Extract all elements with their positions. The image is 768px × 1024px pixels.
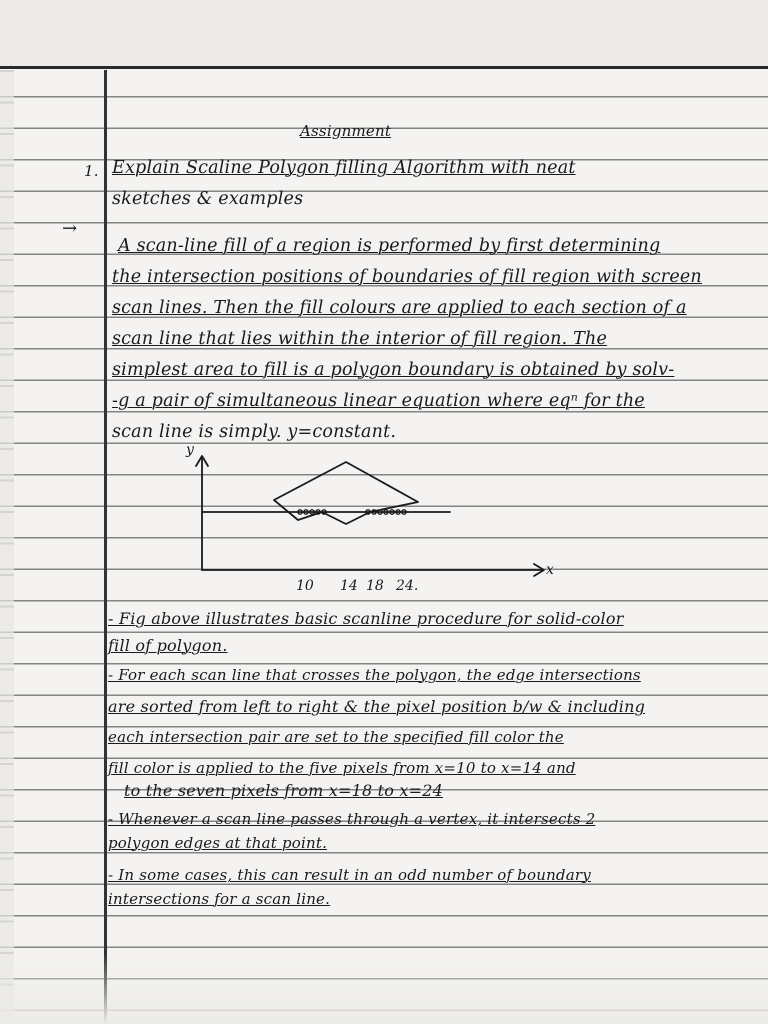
note-line-3: - For each scan line that crosses the polygon, the edge intersections (108, 666, 641, 684)
page-bottom-shadow (0, 954, 768, 1024)
note-line-8: - Whenever a scan line passes through a vertex, it intersects 2 (108, 810, 596, 828)
tick-label-18: 18 (366, 578, 384, 594)
note-line-2: fill of polygon. (108, 636, 228, 655)
top-rule-line (0, 66, 768, 69)
note-line-5: each intersection pair are set to the specified fill color the (108, 728, 564, 746)
scanline-figure (150, 440, 580, 600)
page-title: Assignment (300, 122, 392, 140)
paragraph-line-3: scan lines. Then the fill colours are applied to each section of a (112, 298, 687, 318)
tick-label-14: 14 (340, 578, 358, 594)
note-line-4: are sorted from left to right & the pixel position b/w & including (108, 697, 646, 716)
paragraph-line-6: -g a pair of simultaneous linear equation where eqⁿ for the (112, 391, 645, 411)
paragraph-line-5: simplest area to fill is a polygon boundary is obtained by solv- (112, 360, 675, 380)
note-line-10: - In some cases, this can result in an odd number of boundary (108, 866, 591, 884)
note-line-1: - Fig above illustrates basic scanline procedure for solid-color (108, 609, 624, 628)
paragraph-line-2: the intersection positions of boundaries of fill region with screen (112, 267, 702, 287)
spiral-binding (0, 70, 14, 1024)
question-line-1: Explain Scaline Polygon filling Algorithm with neat (112, 158, 576, 178)
question-number: 1. (84, 162, 99, 180)
note-line-7: to the seven pixels from x=18 to x=24 (124, 781, 443, 800)
note-line-9: polygon edges at that point. (108, 834, 328, 852)
paragraph-line-7: scan line is simply. y=constant. (112, 422, 397, 442)
polygon-outline (274, 462, 418, 524)
y-axis-label: y (186, 442, 194, 458)
paragraph-line-4: scan line that lies within the interior of fill region. The (112, 329, 608, 349)
question-line-2: sketches & examples (112, 189, 304, 209)
answer-arrow-icon: → (62, 218, 78, 239)
margin-line (104, 70, 107, 1024)
note-line-6: fill color is applied to the five pixels from x=10 to x=14 and (108, 759, 576, 777)
note-line-11: intersections for a scan line. (108, 890, 331, 908)
paragraph-line-1: A scan-line fill of a region is performed by first determining (118, 236, 661, 256)
x-axis-label: x (546, 562, 554, 578)
tick-label-24: 24. (396, 578, 419, 594)
tick-label-10: 10 (296, 578, 314, 594)
